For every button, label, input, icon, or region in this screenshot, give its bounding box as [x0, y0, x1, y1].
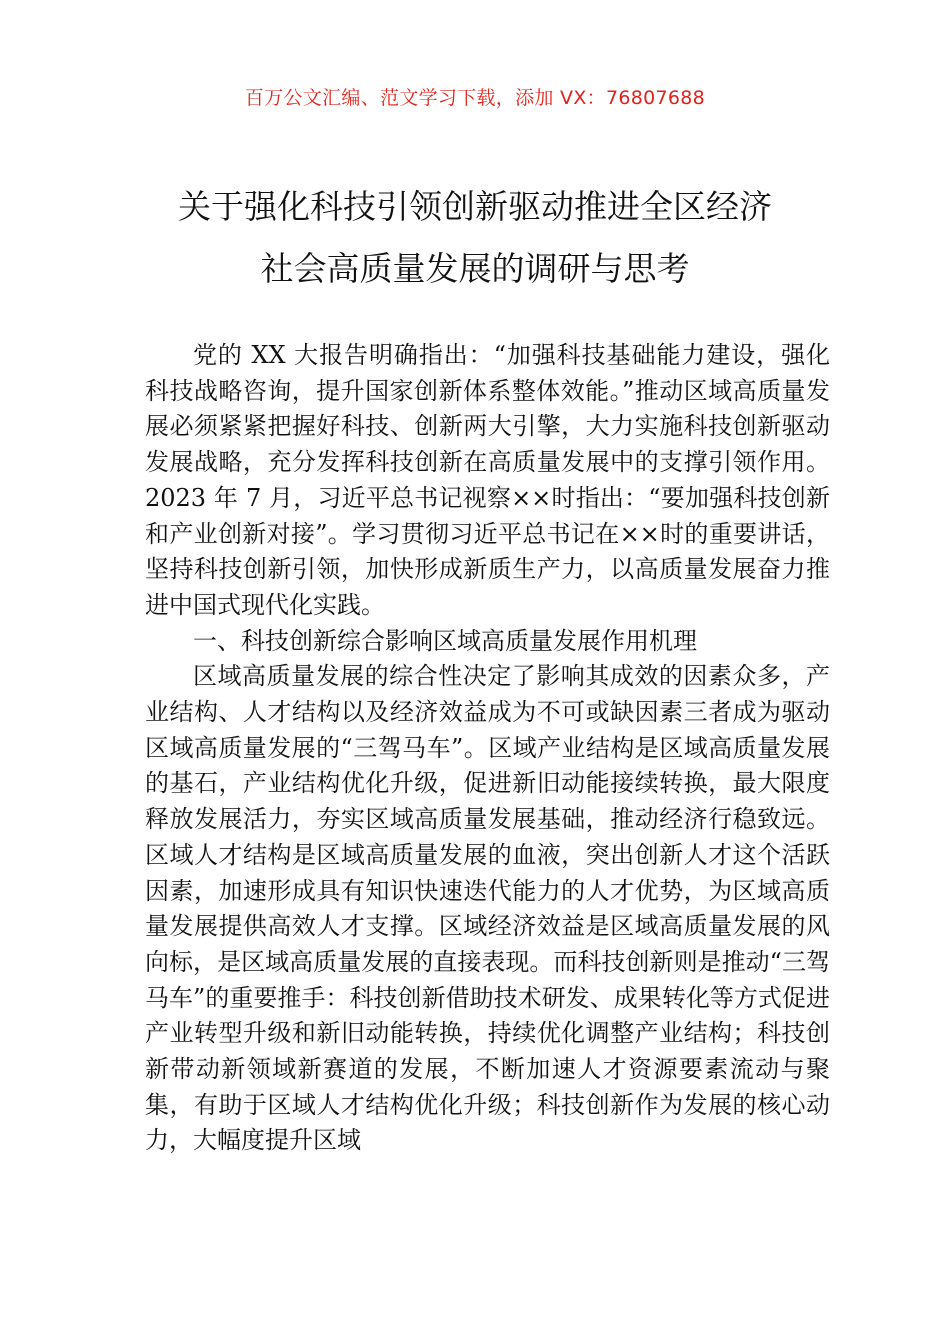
- document-body: [145, 338, 830, 1159]
- section-heading-1: 一、科技创新综合影响区域高质量发展作用机理: [193, 626, 697, 655]
- document-title: [110, 176, 840, 300]
- title-line-1: 关于强化科技引领创新驱动推进全区经济: [178, 187, 772, 226]
- title-line-2: 社会高质量发展的调研与思考: [260, 249, 690, 288]
- watermark-banner: 百万公文汇编、范文学习下载，添加 VX：76807688: [244, 87, 706, 109]
- intro-paragraph: 党的 XX 大报告明确指出：“加强科技基础能力建设，强化科技战略咨询，提升国家创新体系整体效能。”推动区域高质量发展必须紧紧把握好科技、创新两大引擎，大力实施科技创新驱动发展战略，充分发挥科技创新在高质量发展中的支撑引领作用。2023 年 7 月，习近平总书记视察××时指出：“要加强科技创新和产业创新对接”。学习贯彻习近平总书记在××时的重要讲话，坚持科技创新引领，加快形成新质生产力，以高质量发展奋力推进中国式现代化实践。: [145, 341, 830, 619]
- section-1-paragraph: 区域高质量发展的综合性决定了影响其成效的因素众多，产业结构、人才结构以及经济效益成为不可或缺因素三者成为驱动区域高质量发展的“三驾马车”。区域产业结构是区域高质量发展的基石，产业结构优化升级，促进新旧动能接续转换，最大限度释放发展活力，夯实区域高质量发展基础，推动经济行稳致远。区域人才结构是区域高质量发展的血液，突出创新人才这个活跃因素，加速形成具有知识快速迭代能力的人才优势，为区域高质量发展提供高效人才支撑。区域经济效益是区域高质量发展的风向标，是区域高质量发展的直接表现。而科技创新则是推动“三驾马车”的重要推手：科技创新借助技术研发、成果转化等方式促进产业转型升级和新旧动能转换，持续优化调整产业结构；科技创新带动新领域新赛道的发展，不断加速人才资源要素流动与聚集，有助于区域人才结构优化升级；科技创新作为发展的核心动力，大幅度提升区域: [145, 662, 830, 1155]
